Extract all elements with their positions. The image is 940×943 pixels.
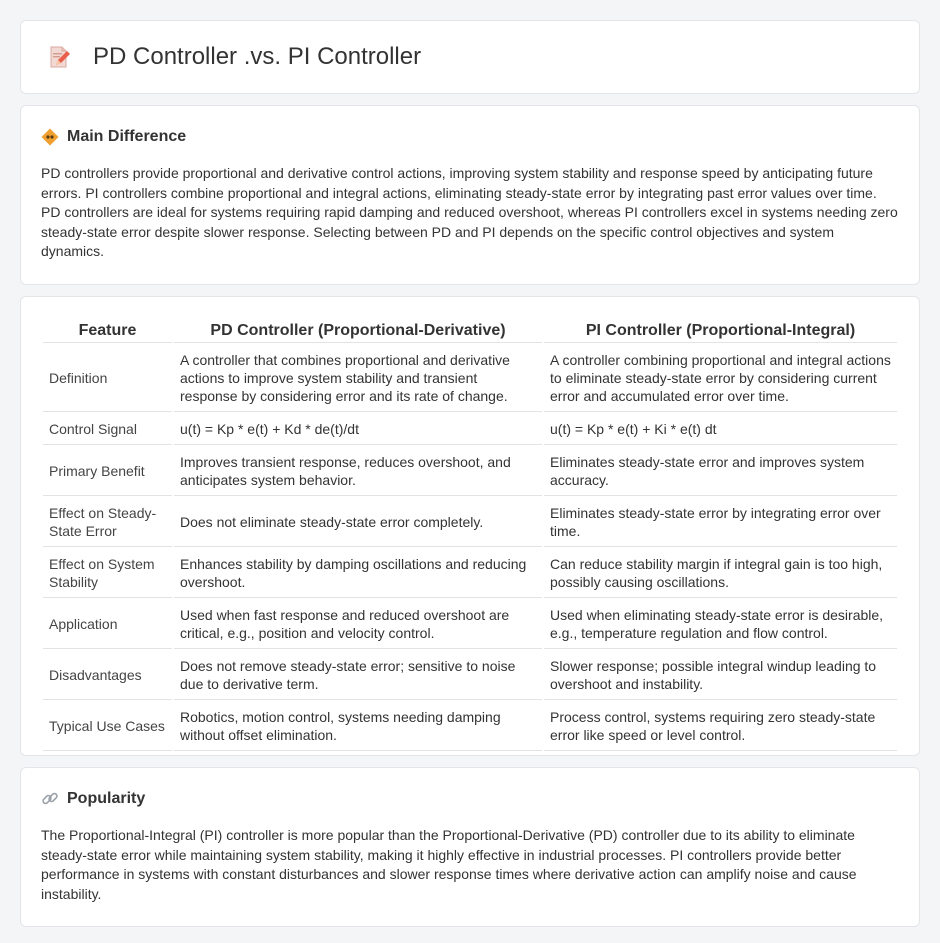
pi-cell: Used when eliminating steady-state error is desirable, e.g., temperature regulation and flow control.: [544, 600, 897, 649]
pi-cell: Can reduce stability margin if integral gain is too high, possibly causing oscillations.: [544, 549, 897, 598]
link-icon: [41, 790, 59, 808]
pi-cell: Slower response; possible integral windup leading to overshoot and instability.: [544, 651, 897, 700]
table-row: [43, 498, 897, 547]
table-row: [43, 447, 897, 496]
column-header-feature: Feature: [43, 320, 172, 343]
pi-cell: u(t) = Kp * e(t) + Ki * e(t) dt: [544, 414, 897, 445]
main-difference-heading: Main Difference: [67, 128, 187, 145]
feature-cell: Application: [43, 600, 172, 649]
feature-cell: Typical Use Cases: [43, 702, 172, 751]
column-header-pd: PD Controller (Proportional-Derivative): [174, 320, 542, 343]
comparison-table: [41, 318, 899, 753]
pi-cell: Process control, systems requiring zero steady-state error like speed or level control.: [544, 702, 897, 751]
pd-cell: u(t) = Kp * e(t) + Kd * de(t)/dt: [174, 414, 542, 445]
pd-cell: Improves transient response, reduces overshoot, and anticipates system behavior.: [174, 447, 542, 496]
pd-cell: Does not eliminate steady-state error completely.: [174, 498, 542, 547]
page-title: PD Controller .vs. PI Controller: [93, 43, 422, 70]
pi-cell: Eliminates steady-state error by integrating error over time.: [544, 498, 897, 547]
column-header-pi: PI Controller (Proportional-Integral): [544, 320, 897, 343]
main-difference-text: PD controllers provide proportional and derivative control actions, improving system stability and response speed by anticipating future errors. PI controllers combine proportional and integral actions, eliminating steady-state error by integrating past error values over time. PD controllers are ideal for systems requiring rapid damping and reduced overshoot, whereas PI controllers excel in systems needing zero steady-state error despite slower response. Selecting between PD and PI depends on the specific control objectives and system dynamics.: [41, 165, 898, 260]
popularity-text: The Proportional-Integral (PI) controller is more popular than the Proportional-Derivative (PD) controller due to its ability to eliminate steady-state error while maintaining system stability, making it highly effective in industrial processes. PI controllers provide better performance in systems with constant disturbances and slower response times where derivative action can amplify noise and cause instability.: [41, 827, 857, 902]
pi-cell: A controller combining proportional and integral actions to eliminate steady-state error by considering current error and accumulated error over time.: [544, 345, 897, 412]
table-row: [43, 600, 897, 649]
table-row: [43, 702, 897, 751]
pi-cell: Eliminates steady-state error and improves system accuracy.: [544, 447, 897, 496]
pd-cell: Robotics, motion control, systems needing damping without offset elimination.: [174, 702, 542, 751]
table-header-row: [43, 320, 897, 343]
table-row: [43, 651, 897, 700]
feature-cell: Effect on System Stability: [43, 549, 172, 598]
diamond-sign-icon: [41, 128, 59, 146]
pd-cell: A controller that combines proportional and derivative actions to improve system stability and transient response by considering error and its rate of change.: [174, 345, 542, 412]
feature-cell: Primary Benefit: [43, 447, 172, 496]
pd-cell: Enhances stability by damping oscillations and reducing overshoot.: [174, 549, 542, 598]
table-row: [43, 549, 897, 598]
table-row: [43, 345, 897, 412]
pd-cell: Does not remove steady-state error; sensitive to noise due to derivative term.: [174, 651, 542, 700]
document-pencil-icon: [47, 45, 71, 69]
feature-cell: Definition: [43, 345, 172, 412]
feature-cell: Disadvantages: [43, 651, 172, 700]
feature-cell: Control Signal: [43, 414, 172, 445]
title-card: [20, 20, 920, 94]
main-difference-section: [20, 105, 920, 285]
feature-cell: Effect on Steady-State Error: [43, 498, 172, 547]
popularity-section: [20, 767, 920, 927]
pd-cell: Used when fast response and reduced overshoot are critical, e.g., position and velocity control.: [174, 600, 542, 649]
table-row: [43, 414, 897, 445]
comparison-table-card: [20, 296, 920, 756]
popularity-heading: Popularity: [67, 790, 146, 807]
